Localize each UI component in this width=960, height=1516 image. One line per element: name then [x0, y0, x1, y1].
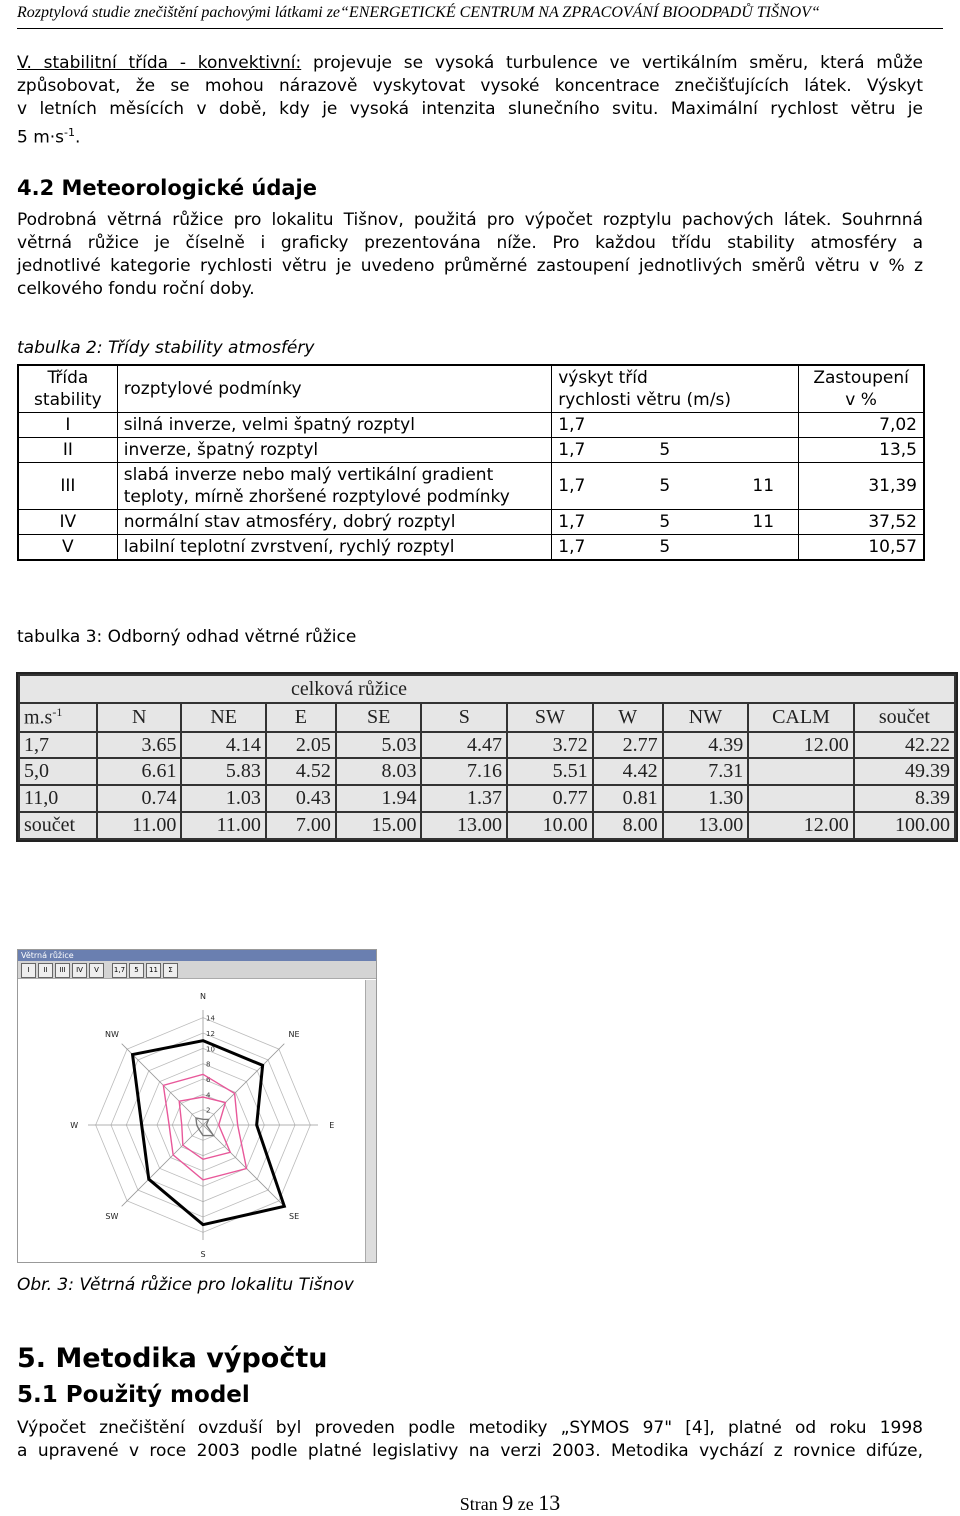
toolbar-button[interactable]: II	[38, 963, 53, 978]
model-line-1: Výpočet znečištění ovzduší byl proveden podle metodiky „SYMOS 97" [4], platné od roku 1998	[17, 1418, 923, 1438]
toolbar-button[interactable]: 5	[129, 963, 144, 978]
section-5-heading: 5. Metodika výpočtu	[17, 1343, 328, 1374]
wind-rose-chart	[18, 980, 376, 1262]
tick-label: 4	[206, 1091, 211, 1100]
tick-label: 6	[206, 1076, 211, 1084]
table-row: III slabá inverze nebo malý vertikální gradient teploty, mírně zhoršené rozptylové podmínky 1,7 5 11 31,39	[18, 463, 924, 510]
table-row: 1,7 3.65 4.14 2.05 5.03 4.47 3.72 2.77 4.39 12.00 42.22	[19, 732, 955, 759]
page-footer: Stran 9 ze 13	[459, 1490, 561, 1515]
page-header: Rozptylová studie znečištění pachovými látkami ze“ENERGETICKÉ CENTRUM NA ZPRACOVÁNÍ BIOODPADŮ TIŠNOV“	[17, 4, 943, 29]
toolbar-button[interactable]: V	[89, 963, 104, 978]
toolbar-button[interactable]: III	[55, 963, 70, 978]
table-row: 5,0 6.61 5.83 4.52 8.03 7.16 5.51 4.42 7.31 49.39	[19, 758, 955, 785]
direction-label: W	[70, 1121, 79, 1130]
intro-end: .	[75, 127, 81, 148]
intro-line-2: způsobovat, že se mohou nárazově vyskytovat vysoké koncentrace znečišťujících látek. Výskyt	[17, 76, 923, 96]
direction-label: SE	[289, 1212, 300, 1222]
toolbar-button[interactable]: IV	[72, 963, 87, 978]
tick-label: 2	[206, 1106, 211, 1115]
meteo-line-3: jednotlivé kategorie rychlosti větru je uvedeno průměrné zastoupení jednotlivých směrů větru v % z	[17, 256, 923, 276]
window-scrollbar[interactable]	[365, 980, 376, 1262]
window-title: Větrná růžice	[18, 950, 376, 961]
stability-table	[17, 364, 925, 561]
table-row: I silná inverze, velmi špatný rozptyl 1,7 7,02	[18, 413, 924, 438]
direction-label: E	[329, 1121, 335, 1130]
direction-label: NW	[104, 1029, 119, 1039]
tick-label: 14	[206, 1014, 215, 1023]
tick-label: 12	[206, 1030, 215, 1038]
direction-label: N	[200, 992, 206, 1002]
figure-caption: Obr. 3: Větrná růžice pro lokalitu Tišnov	[17, 1275, 354, 1295]
table-2-caption: tabulka 2: Třídy stability atmosféry	[17, 338, 315, 358]
model-paragraph	[17, 1417, 923, 1463]
stability-class-label: V. stabilitní třída - konvektivní:	[17, 53, 302, 73]
direction-label: S	[200, 1249, 206, 1259]
toolbar-button[interactable]: Σ	[163, 963, 178, 978]
intro-line-3: v letních měsících v době, kdy je vysoká intenzita slunečního svitu. Maximální rychlost větru je	[17, 99, 923, 119]
toolbar-button[interactable]: I	[21, 963, 36, 978]
series-line	[179, 1097, 230, 1159]
intro-line-1: projevuje se vysoká turbulence ve vertikálním směru, která může	[301, 53, 923, 73]
table-row: součet 11.00 11.00 7.00 15.00 13.00 10.00 8.00 13.00 12.00 100.00	[19, 812, 955, 839]
th-class: Třída stability	[18, 365, 117, 413]
table-3-caption: tabulka 3: Odborný odhad větrné růžice	[17, 627, 357, 647]
table-row: IV normální stav atmosféry, dobrý rozptyl 1,7 5 11 37,52	[18, 510, 924, 535]
th-conditions: rozptylové podmínky	[117, 365, 552, 413]
intro-paragraph	[17, 52, 923, 150]
meteo-paragraph	[17, 209, 923, 301]
tick-label: 10	[206, 1045, 215, 1054]
th-share: Zastoupení v %	[799, 365, 924, 413]
meteo-line-4: celkového fondu roční doby.	[17, 279, 255, 299]
direction-label: NE	[288, 1029, 300, 1039]
wind-rose-title: celková růžice	[19, 675, 955, 703]
th-occurrence: výskyt tříd rychlosti větru (m/s)	[552, 365, 799, 413]
unit-superscript: -1	[64, 126, 76, 139]
tick-label: 8	[206, 1060, 211, 1069]
meteo-line-2: větrná růžice je číselně i graficky prezentována níže. Pro každou třídu stability atmosféry a	[17, 233, 923, 253]
toolbar-button[interactable]: 11	[146, 963, 161, 978]
table-row: 11,0 0.74 1.03 0.43 1.94 1.37 0.77 0.81 1.30 8.39	[19, 785, 955, 812]
table-row: II inverze, špatný rozptyl 1,7 5 13,5	[18, 438, 924, 463]
section-4-2-heading: 4.2 Meteorologické údaje	[17, 176, 317, 200]
window-toolbar	[18, 961, 376, 979]
intro-line-4: 5 m·s	[17, 127, 65, 148]
model-line-2: a upravené v roce 2003 podle platné legislativy na verzi 2003. Metodika vychází z rovnice difúze,	[17, 1441, 923, 1461]
wind-rose-table	[16, 672, 958, 842]
section-5-1-heading: 5.1 Použitý model	[17, 1382, 250, 1408]
direction-label: SW	[105, 1212, 119, 1222]
meteo-line-1: Podrobná větrná růžice pro lokalitu Tišnov, použitá pro výpočet rozptylu pachových látek. Souhrnná	[17, 210, 923, 230]
table-row: V labilní teplotní zvrstvení, rychlý rozptyl 1,7 5 10,57	[18, 535, 924, 561]
wind-rose-header: $m.s^{-1}$ N NE E SE S SW W NW CALM součet	[19, 703, 955, 732]
wind-rose-window	[17, 949, 377, 1263]
toolbar-button[interactable]: 1,7	[112, 963, 127, 978]
